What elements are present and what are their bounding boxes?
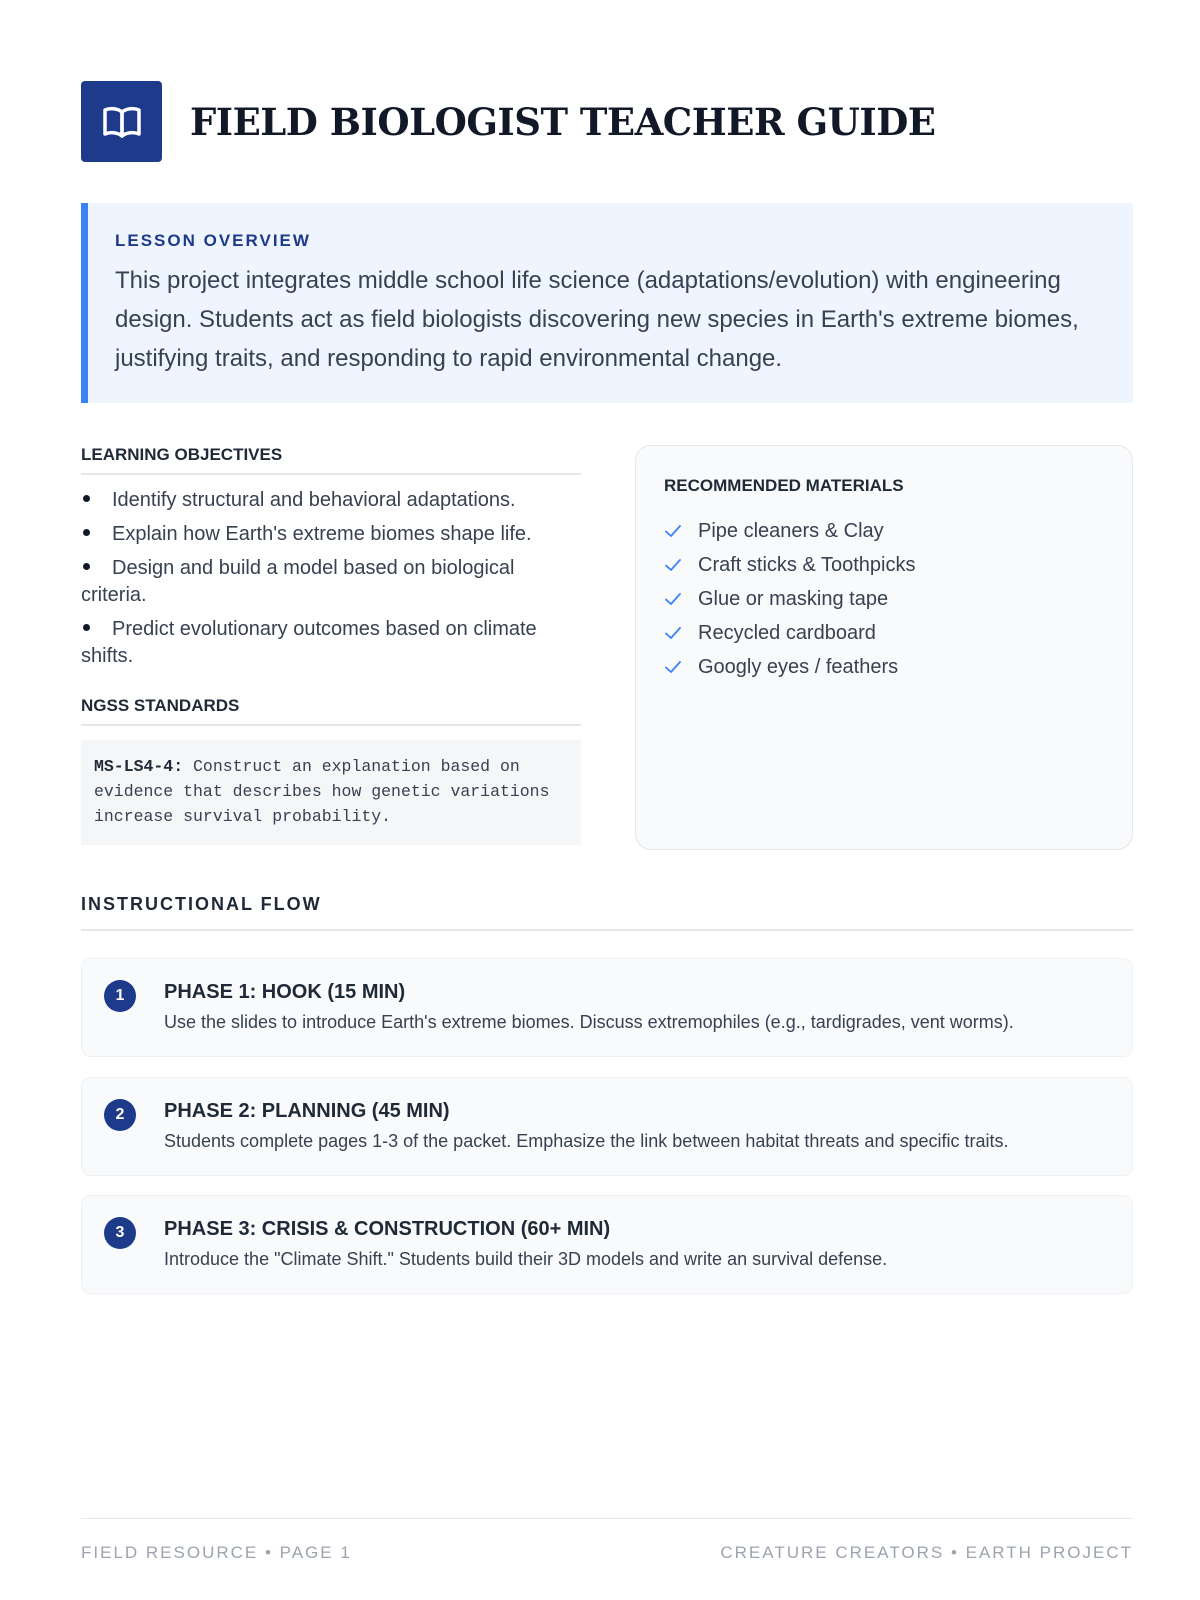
material-text: Googly eyes / feathers <box>698 656 899 678</box>
phase-number-badge: 1 <box>104 980 136 1012</box>
list-item <box>664 514 1104 548</box>
page-header <box>81 81 936 162</box>
material-text: Recycled cardboard <box>698 622 876 644</box>
materials-list <box>664 514 1104 684</box>
materials-heading: RECOMMENDED MATERIALS <box>664 476 904 495</box>
list-item <box>81 555 581 609</box>
phase-title: PHASE 2: PLANNING (45 MIN) <box>164 1100 450 1122</box>
phase-title: PHASE 1: HOOK (15 MIN) <box>164 981 406 1003</box>
ngss-standard-box <box>81 740 581 845</box>
checkmark-icon <box>664 590 682 608</box>
left-column <box>81 445 581 845</box>
objective-text: Explain how Earth's extreme biomes shape life. <box>112 523 532 545</box>
checkmark-icon <box>664 624 682 642</box>
phase-number-badge: 3 <box>104 1217 136 1249</box>
ngss-heading: NGSS STANDARDS <box>81 696 581 726</box>
bullet-icon <box>83 529 90 536</box>
list-item <box>81 521 581 548</box>
list-item <box>664 616 1104 650</box>
bullet-icon <box>83 563 90 570</box>
page-title: FIELD BIOLOGIST TEACHER GUIDE <box>190 99 936 144</box>
lesson-overview <box>81 203 1133 403</box>
list-item <box>664 548 1104 582</box>
material-text: Pipe cleaners & Clay <box>698 520 884 542</box>
instructional-flow-heading: INSTRUCTIONAL FLOW <box>81 894 1133 931</box>
overview-label: LESSON OVERVIEW <box>115 231 311 250</box>
phase-card <box>81 1077 1133 1176</box>
footer-right-text: CREATURE CREATORS • EARTH PROJECT <box>720 1543 1133 1562</box>
objective-text: Identify structural and behavioral adaptations. <box>112 489 516 511</box>
bullet-icon <box>83 624 90 631</box>
objectives-list <box>81 487 581 670</box>
bullet-icon <box>83 495 90 502</box>
material-text: Glue or masking tape <box>698 588 889 610</box>
list-item <box>664 582 1104 616</box>
teacher-guide-page <box>81 0 1133 1600</box>
checkmark-icon <box>664 556 682 574</box>
phase-description: Students complete pages 1-3 of the packet. Emphasize the link between habitat threats and specific traits. <box>164 1131 1009 1151</box>
open-book-icon <box>81 81 162 162</box>
objective-text: Design and build a model based on biological criteria. <box>81 557 515 606</box>
phase-title: PHASE 3: CRISIS & CONSTRUCTION (60+ MIN) <box>164 1218 611 1240</box>
phase-card <box>81 1195 1133 1294</box>
materials-card <box>635 445 1133 850</box>
phase-description: Introduce the "Climate Shift." Students build their 3D models and write an survival defense. <box>164 1249 888 1269</box>
overview-text: This project integrates middle school life science (adaptations/evolution) with engineering design. Students act as field biologists discovering new species in Earth's extreme biomes, justifying traits, and responding to rapid environmental change. <box>115 267 1079 372</box>
ngss-code: MS-LS4-4: <box>94 757 184 776</box>
phase-number-badge: 2 <box>104 1099 136 1131</box>
list-item <box>81 616 581 670</box>
list-item <box>664 650 1104 684</box>
page-footer <box>81 1518 1133 1563</box>
phase-card <box>81 958 1133 1057</box>
ngss-text: Construct an explanation based on evidence that describes how genetic variations increase survival probability. <box>94 757 550 826</box>
phase-description: Use the slides to introduce Earth's extreme biomes. Discuss extremophiles (e.g., tardigrades, vent worms). <box>164 1012 1014 1032</box>
checkmark-icon <box>664 522 682 540</box>
objectives-heading: LEARNING OBJECTIVES <box>81 445 581 475</box>
objective-text: Predict evolutionary outcomes based on climate shifts. <box>81 618 537 667</box>
material-text: Craft sticks & Toothpicks <box>698 554 916 576</box>
list-item <box>81 487 581 514</box>
footer-left-text: FIELD RESOURCE • PAGE 1 <box>81 1543 352 1562</box>
checkmark-icon <box>664 658 682 676</box>
